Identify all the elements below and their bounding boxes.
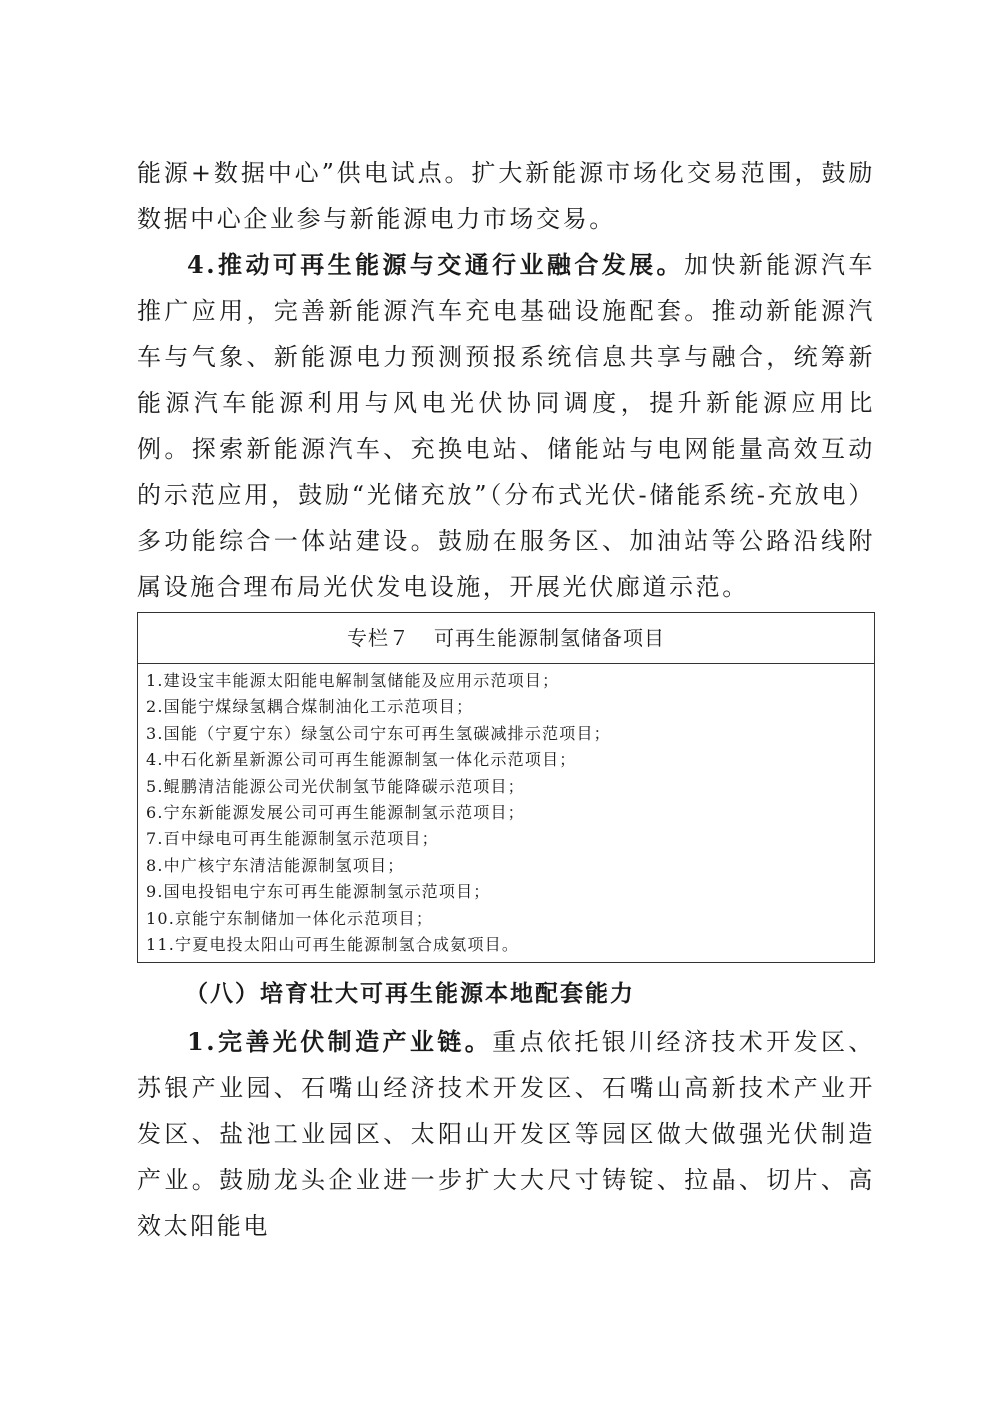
paragraph-text: 能源+数据中心”供电试点。扩大新能源市场化交易范围，鼓励数据中心企业参与新能源电力市场交易。 <box>137 159 875 233</box>
list-item: 3.国能（宁夏宁东）绿氢公司宁东可再生氢碳减排示范项目； <box>146 723 611 743</box>
list-item: 11.宁夏电投太阳山可再生能源制氢合成氨项目。 <box>146 935 520 955</box>
paragraph-transport-integration <box>137 242 875 610</box>
list-item: 9.国电投铝电宁东可再生能源制氢示范项目； <box>146 882 491 902</box>
paragraph-lead: 4.推动可再生能源与交通行业融合发展。 <box>187 250 684 279</box>
column-box-heading: 可再生能源制氢储备项目 <box>434 626 665 650</box>
paragraph-pv-manufacturing <box>137 1019 875 1249</box>
column-box <box>137 612 875 963</box>
list-item: 10.京能宁东制储加一体化示范项目； <box>146 908 434 928</box>
paragraph-text: 加快新能源汽车推广应用，完善新能源汽车充电基础设施配套。推动新能源汽车与气象、新能源电力预测预报系统信息共享与融合，统筹新能源汽车能源利用与风电光伏协同调度，提升新能源应用比例。探索新能源汽车、充换电站、储能站与电网能量高效互动的示范应用，鼓励“光储充放”（分布式光伏-储能系统-充放电）多功能综合一体站建设。鼓励在服务区、加油站等公路沿线附属设施合理布局光伏发电设施，开展光伏廊道示范。 <box>137 251 875 601</box>
list-item: 4.中石化新星新源公司可再生能源制氢一体化示范项目； <box>146 750 577 770</box>
paragraph-text: 重点依托银川经济技术开发区、苏银产业园、石嘴山经济技术开发区、石嘴山高新技术产业开发区、盐池工业园区、太阳山开发区等园区做大做强光伏制造产业。鼓励龙头企业进一步扩大大尺寸铸锭、拉晶、切片、高效太阳能电 <box>137 1028 875 1241</box>
project-list <box>138 664 874 962</box>
list-item: 8.中广核宁东清洁能源制氢项目； <box>146 855 405 875</box>
column-box-label: 专栏７ <box>347 626 410 650</box>
document-page <box>137 150 875 1249</box>
list-item: 1.建设宝丰能源太阳能电解制氢储能及应用示范项目； <box>146 671 560 690</box>
list-item: 7.百中绿电可再生能源制氢示范项目； <box>146 829 439 849</box>
section-heading: （八）培育壮大可再生能源本地配套能力 <box>185 981 635 1008</box>
list-item: 6.宁东新能源发展公司可再生能源制氢示范项目； <box>146 803 525 823</box>
list-item: 5.鲲鹏清洁能源公司光伏制氢节能降碳示范项目； <box>146 776 525 796</box>
paragraph-lead: 1.完善光伏制造产业链。 <box>187 1027 493 1057</box>
paragraph-data-center <box>137 150 875 242</box>
column-box-title <box>138 613 874 664</box>
list-item: 2.国能宁煤绿氢耦合煤制油化工示范项目； <box>146 697 474 717</box>
